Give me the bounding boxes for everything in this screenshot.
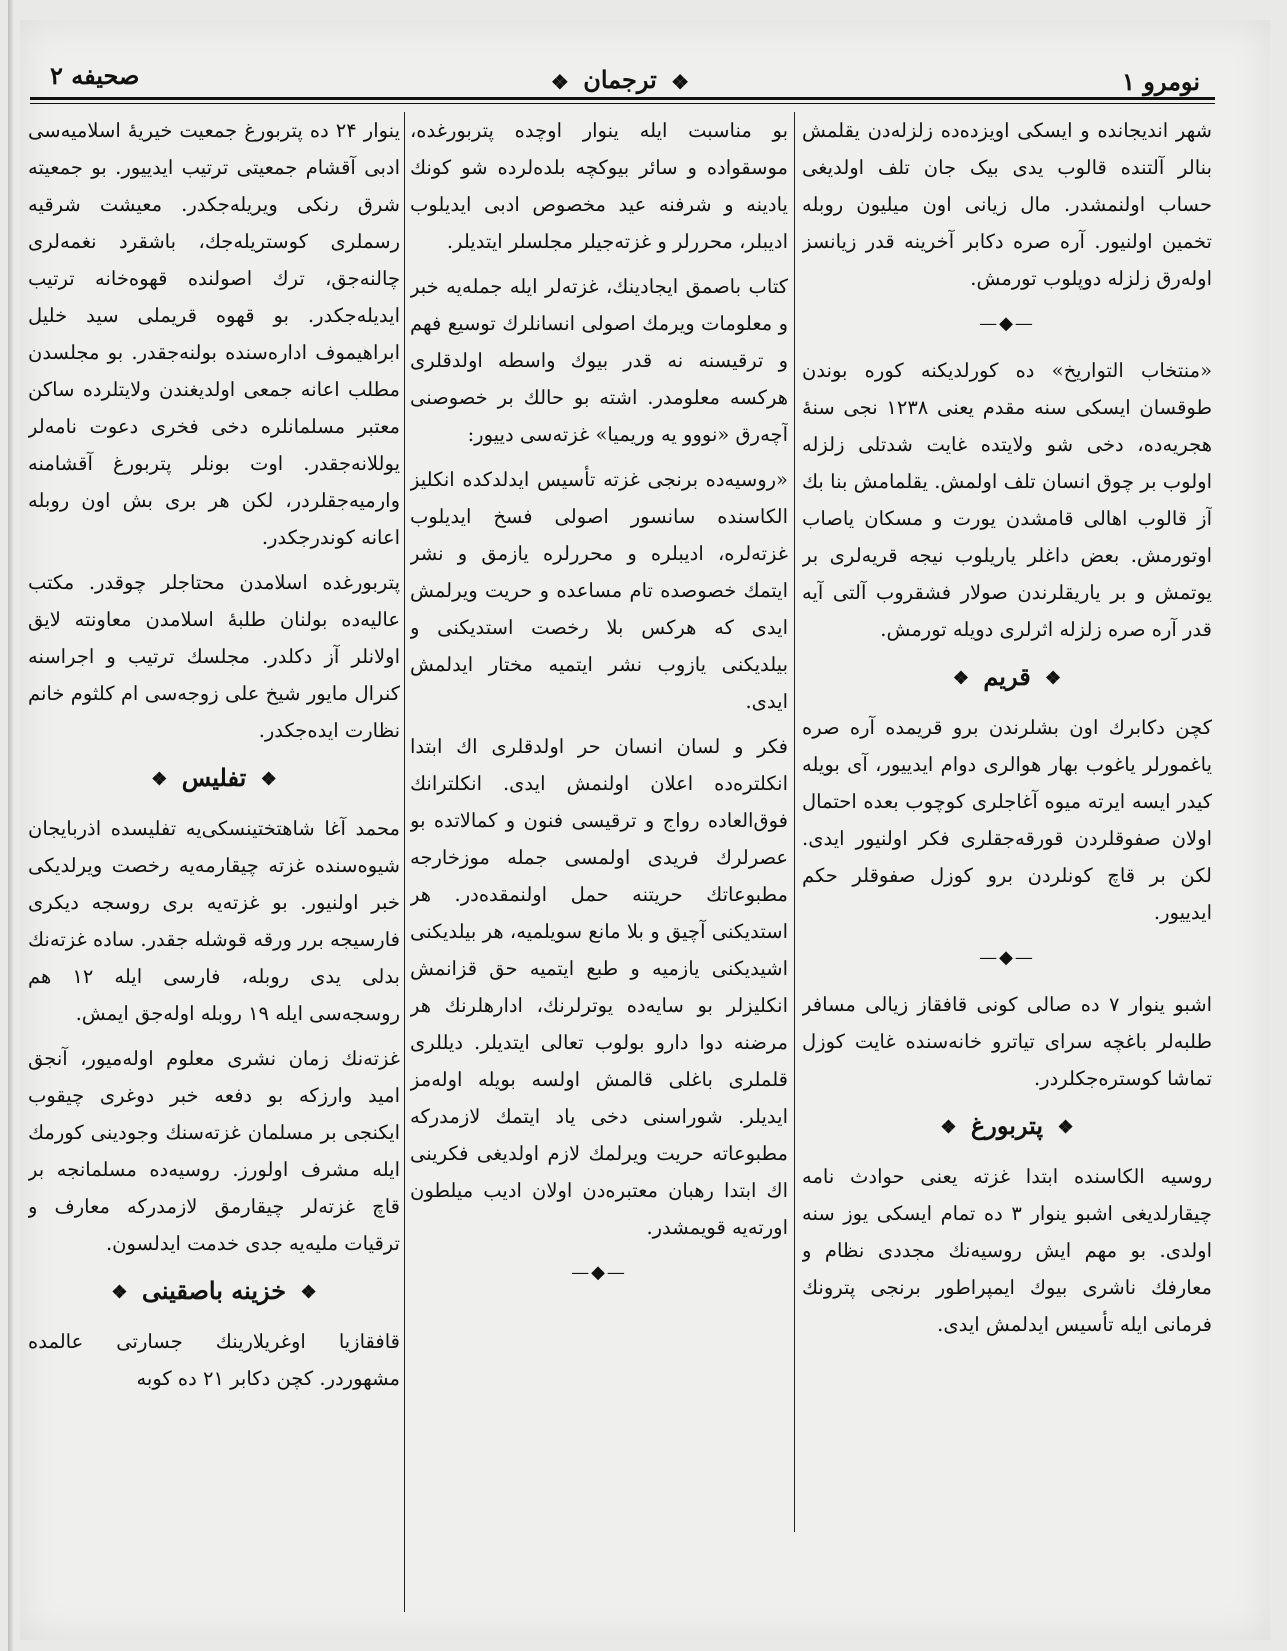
- section-heading-text: قریم: [983, 662, 1031, 691]
- ornament-icon: ❖: [111, 1282, 128, 1303]
- column-divider: [404, 112, 405, 1612]
- section-heading-text: خزینه باصقینی: [141, 1276, 287, 1305]
- section-divider: —◆—: [979, 313, 1035, 334]
- article-paragraph: کتاب باصمق ایجادینك، غزته‌لر ایله جمله‌یه خبر و معلومات ویرمك اصولی انسانلرك توسیع فهم و ترقیسنه نه قدر بیوك واسطه اولدقلری هرکسه معلومدر. اشته بو حالك بر خصوصنی آچه‌رق «نووو یه وریمیا» غزته‌سی دییور:: [410, 275, 788, 446]
- column-divider: [794, 112, 795, 1532]
- header-rule-thin: [30, 103, 1215, 104]
- ornament-icon: ❖: [300, 1282, 317, 1303]
- article-paragraph: اشبو ینوار ۷ ده صالی کونی قافقاز زیالی مسافر طلبه‌لر باغچه سرای تیاترو خانه‌سنده غایت کوزل تماشا کوستره‌جکلردر.: [802, 993, 1212, 1090]
- section-heading-treasury-raid: [28, 1272, 400, 1311]
- column-right: [802, 112, 1212, 1627]
- article-paragraph: «منتخاب التواریخ» ده کورلدیکنه کوره بوندن طوقسان ایسکی سنه مقدم یعنی ۱۲۳۸ نجی سنهٔ هجریه‌ده، دخی شو ولایتده غایت شدتلی زلزله اولوب بر چوق انسان تلف اولمش. یقلمامش بنا بك آز قالوب اهالی قامشدن یورت و مسکان یاصاب اوتورمش. بعض داغلر یاریلوب نیجه قریه‌لری بر یوتمش و بر یاریقلرندن صولار فشقروب آلتی آیه قدر آره صره زلزله اثرلری دویله تورمش.: [802, 359, 1212, 641]
- ornament-icon: ❖: [1057, 1117, 1074, 1138]
- article-paragraph: فکر و لسان انسان حر اولدقلری اك ابتدا انکلتره‌ده اعلان اولنمش ایدی. انکلترانك فوق‌العاده رواج و ترقیسی فنون و کمالاتده بو عصرلرك فریدی اولمسی جمله موزخارجه مطبوعاتك حریتنه حمل اولنمقده‌در. هر استدیکنی آچیق و بلا مانع سویلمیه، هر بیلدیکنی اشیدیکنی یازمیه و طبع ایتمیه حق قزانمش انکلیزلر بو سایه‌ده یوترلرنك، ادارهلرنك هر مرضنه دوا دارو بولوب تعالی ایتدیلر. دیللری قلملری باغلی قالمش اولسه بویله اوله‌مز ایدیلر. شوراسنی دخی یاد ایتمك لازمدرکه مطبوعاته حریت ویرلمك لازم اولدیغی فکرینی اك ابتدا رهبان معتبره‌دن اولان ادیب میلطون اورته‌یه قویمشدر.: [410, 735, 788, 1239]
- issue-number: نومرو ۱: [1121, 67, 1200, 96]
- ornament-icon: ❖: [940, 1117, 957, 1138]
- masthead: [40, 55, 1200, 99]
- column-middle: [410, 112, 788, 1627]
- section-heading-crimea: [802, 658, 1212, 697]
- section-heading-petersburg: [802, 1107, 1212, 1146]
- section-divider: —◆—: [979, 947, 1035, 968]
- article-paragraph: بو مناسبت ایله ینوار اوچده پتربورغده، موسقواده و سائر بیوکچه بلده‌لرده شو کونك یادینه و شرفنه عید مخصوص ادبی ایدیلوب ادیبلر، محررلر و غزته‌جیلر مجلسلر ایتدیلر.: [410, 119, 788, 253]
- article-paragraph: روسیه الکاسنده ابتدا غزته یعنی حوادث نامه چیقارلدیغی اشبو ینوار ۳ ده تمام ایسکی یوز سنه اولدی. بو مهم ایش روسیه‌نك مجددی نظام و معارفك ناشری بیوك ایمپراطور برنجی پترونك فرمانی ایله تأسیس ایدلمش ایدی.: [802, 1165, 1212, 1336]
- section-heading-tiflis: [28, 759, 400, 798]
- article-paragraph: کچن دکابرك اون بشلرندن برو قریمده آره صره یاغمورلر یاغوب بهار هوالری دوام ایدییور، آی بویله کیدر ایسه ایرته میوه آغاجلری کوچوب بعده احتمال اولان صفوقلردن قورقه‌جقلری فکر اولنیور ایدی. لکن بر قاچ کونلردن برو کوزل صفوقلر حکم ایدییور.: [802, 716, 1212, 924]
- section-divider: —◆—: [571, 1262, 627, 1283]
- ornament-icon: ❖: [952, 668, 969, 689]
- ornament-icon: ❖: [1045, 668, 1062, 689]
- ornament-icon: ❖: [260, 769, 277, 790]
- section-heading-text: پتربورغ: [970, 1111, 1044, 1140]
- ornament-icon: ❖: [550, 69, 569, 94]
- article-paragraph: «روسیه‌ده برنجی غزته تأسیس ایدلدکده انکلیز الکاسنده سانسور اصولی فسخ ایدیلوب غزته‌لره، ادیبلره و محررلره یازمق و نشر ایتمك خصوصده تام مساعده و حریت ویرلمش ایدی که هرکس بلا رخصت استدیکنی و بیلدیکنی یازوب نشر ایتمیه مختار ایدلمش ایدی.: [410, 468, 788, 713]
- ornament-icon: ❖: [671, 69, 690, 94]
- newspaper-title-text: ترجمان: [583, 65, 657, 94]
- article-paragraph: ینوار ۲۴ ده پتربورغ جمعیت خیریهٔ اسلامیه‌سی ادبی آقشام جمعیتی ترتیب ایدییور. بو جمعیته شرق رنکی ویریله‌جکدر. معیشت شرقیه رسملری کوستریله‌جك، باشقرد نغمه‌لری چالنه‌جق، ترك اصولنده قهوه‌خانه ترتیب ایدیله‌جکدر. بو قهوه قریملی سید خلیل ابراهیموف اداره‌سنده بولنه‌جقدر. بو مجلسدن مطلب اعانه جمعی اولدیغندن ولایتلرده ساکن معتبر مسلمانلره دخی فخری دعوت نامه‌لر یوللانه‌جقدر. اوت بونلر پتربورغ آقشامنه وارمیه‌جقلردر، لکن هر بری بش اون روبله اعانه کوندرجکدر.: [28, 119, 400, 549]
- page-number: صحیفه ۲: [50, 61, 140, 90]
- section-heading-text: تفلیس: [181, 763, 247, 792]
- article-paragraph: غزته‌نك زمان نشری معلوم اوله‌میور، آنجق امید وارزکه بو دفعه خبر دوغری چیقوب ایکنجی بر مسلمان غزته‌سنك وجودینی کورمك ایله مشرف اولورز. روسیه‌ده مسلمانجه بر قاچ غزته‌لر چیقارمق لازمدرکه معارف و ترقیات ملیه‌یه جدی خدمت ایدلسون.: [28, 1047, 400, 1255]
- header-rule: [30, 97, 1215, 100]
- page-edge-shadow: [8, 0, 14, 1651]
- ornament-icon: ❖: [151, 769, 168, 790]
- newspaper-title: [545, 65, 695, 94]
- article-paragraph: شهر اندیجانده و ایسکی اویزده‌ده زلزله‌دن یقلمش بنالر آلتنده قالوب یدی بیک جان تلف اولدیغی حساب اولنمشدر. مال زیانی اون میلیون روبله تخمین اولنیور. آره صره دکابر آخرینه قدر زیانسز اوله‌رق زلزله دوپلوب تورمش.: [802, 119, 1212, 290]
- article-paragraph: پتربورغده اسلامدن محتاجلر چوقدر. مکتب عالیه‌ده بولنان طلبهٔ اسلامدن معاونته لایق اولانلر آز دکلدر. مجلسك ترتیب و اجراسنه کنرال مایور شیخ علی زوجه‌سی ام کلثوم خانم نظارت ایده‌جکدر.: [28, 571, 400, 742]
- column-left: [28, 112, 400, 1627]
- article-paragraph: محمد آغا شاهتختینسکی‌یه تفلیسده اذربایجان شیوه‌سنده غزته چیقارمه‌یه رخصت ویرلدیکی خبر اولنیور. بو غزته‌یه بری روسجه دیکری فارسیجه برر ورقه قوشله جقدر. ساده غزته‌نك بدلی یدی روبله، فارسی ایله ۱۲ هم روسجه‌سی ایله ۱۹ روبله اوله‌جق ایمش.: [28, 817, 400, 1025]
- article-paragraph: قافقازیا اوغریلارینك جسارتی عالمده مشهوردر. کچن دکابر ۲۱ ده کوبه: [28, 1330, 400, 1390]
